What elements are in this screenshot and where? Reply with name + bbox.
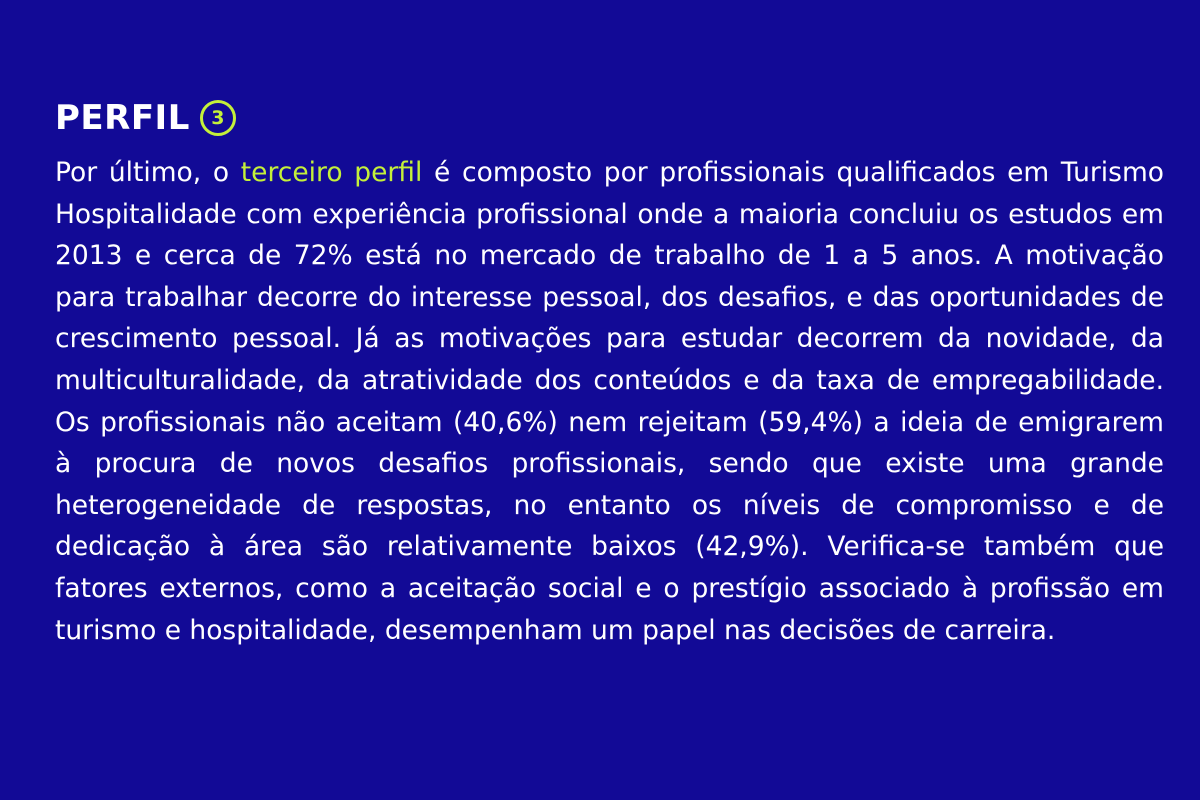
section-heading <box>55 94 1164 142</box>
number-badge-circle-icon <box>200 100 236 136</box>
paragraph-rest: é composto por profissionais qualificados em Turismo Hospitalidade com experiência profissional onde a maioria concluiu os estudos em 2013 e cerca de 72% está no mercado de trabalho de 1 a 5 anos. A motivação para trabalhar decorre do interesse pessoal, dos desafios, e das oportunidades de crescimento pessoal. Já as motivações para estudar decorrem da novidade, da multiculturalidade, da atratividade dos conteúdos e da taxa de empregabilidade. Os profissionais não aceitam (40,6%) nem rejeitam (59,4%) a ideia de emigrarem à procura de novos desafios profissionais, sendo que existe uma grande heterogeneidade de respostas, no entanto os níveis de compromisso e de dedicação à área são relativamente baixos (42,9%). Verifica-se também que fatores externos, como a aceitação social e o prestígio associado à profissão em turismo e hospitalidade, desempenham um papel nas decisões de carreira. <box>55 157 1164 646</box>
paragraph-intro: Por último, o <box>55 157 241 188</box>
badge-number: 3 <box>211 106 225 129</box>
body-paragraph <box>55 152 1164 651</box>
paragraph-highlight: terceiro perfil <box>240 157 423 188</box>
heading-title: PERFIL <box>55 98 190 138</box>
